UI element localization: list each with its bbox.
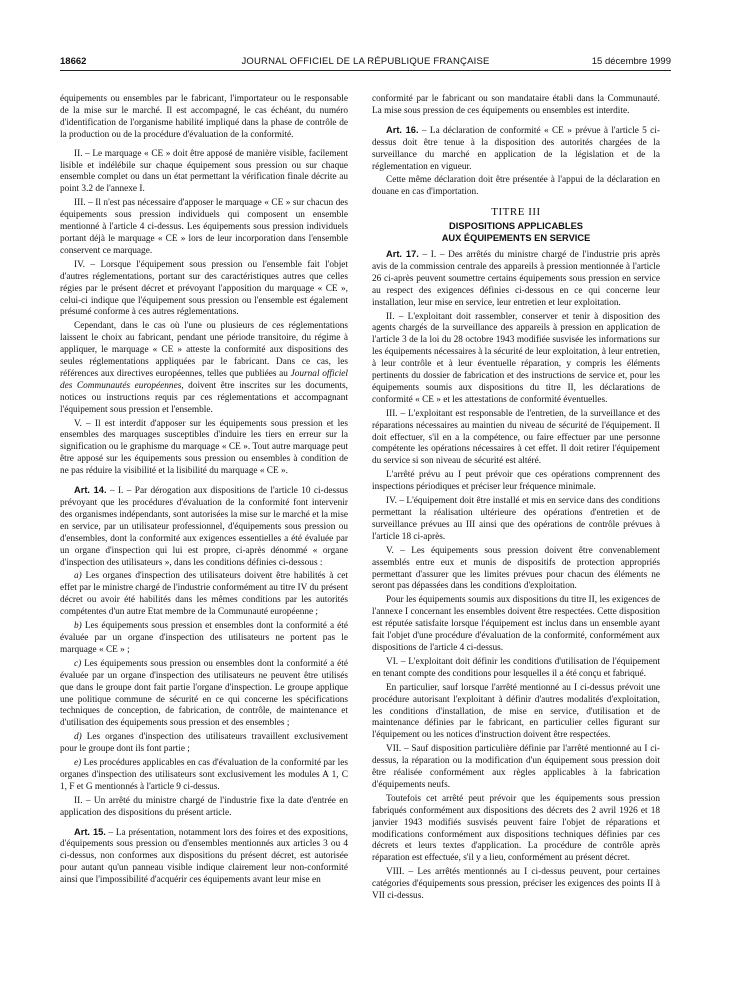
article-text: – La déclaration de conformité « CE » prévue à l'article 5 ci-dessus doit être tenue à la disposition des autorités chargées de la surveillance du marché en application de la législation et de la réglementation en vigueur. (372, 125, 660, 172)
paragraph: Cette même déclaration doit être présentée à l'appui de la déclaration en douane en cas d'importation. (372, 175, 660, 198)
paragraph: VIII. – Les arrêtés mentionnés au I ci-dessus peuvent, pour certaines catégories d'équipements sous pression, préciser les exigences des points II à VII ci-dessus. (372, 867, 660, 902)
list-item (60, 571, 348, 619)
paragraph: V. – Les équipements sous pression doivent être convenablement assemblés entre eux et munis de dispositifs de protection appropriés permettant d'assurer que les limites prévues pour chacun des éléments ne seront pas dépassées dans les conditions d'exploitation. (372, 545, 660, 592)
article-label: Art. 15. (74, 826, 106, 837)
item-letter: a) (74, 571, 82, 582)
item-text: Les organes d'inspection des utilisateurs travaillent exclusivement pour le groupe dont ils font partie ; (60, 732, 348, 755)
item-text: Les organes d'inspection des utilisateurs doivent être habilités à cet effet par le ministre chargé de l'industrie conformément au titre IV du présent décret ou avoir été habilités dans les mêmes conditions par les autorités compétentes d'un autre Etat membre de la Communauté européenne ; (60, 571, 348, 618)
article-text: – La présentation, notamment lors des foires et des expositions, d'équipements sous pression ou d'ensembles mentionnés aux articles 3 ou 4 ci-dessus, non conformes aux dispositions du présent décret, est autorisée pour autant qu'un panneau visible indique clairement leur non-conformité ainsi que l'impossibilité d'acquérir ces équipements avant leur mise en (60, 827, 348, 886)
paragraph: II. – L'exploitant doit rassembler, conserver et tenir à disposition des agents chargés de la surveillance des appareils à pression en application de l'article 3 de la loi du 28 octobre 1943 modifiée susvisée les informations sur les équipements nécessaires à la sécurité de leur exploitation, à leur entretien, à leur contrôle et à leur éventuelle réparation, y compris les éléments pertinents du dossier de fabrication et des instructions de service et, pour les équipements soumis aux dispositions du titre II, les déclarations de conformité « CE » et les attestations de conformité éventuelles. (372, 311, 660, 405)
paragraph: IV. – L'équipement doit être installé et mis en service dans des conditions permettant la réalisation ultérieure des opérations d'entretien et de surveillance prévues au III ainsi que des opérations de contrôle prévues à l'article 18 ci-après. (372, 496, 660, 542)
paragraph: II. – Un arrêté du ministre chargé de l'industrie fixe la date d'entrée en application des dispositions du présent article. (60, 795, 348, 818)
item-text: Les équipements sous pression et ensembles dont la conformité a été évaluée par un organe d'inspection des utilisateurs ne portent pas le marquage « CE » ; (60, 621, 348, 655)
paragraph: VII. – Sauf disposition particulière définie par l'arrêté mentionné au I ci-dessus, la réparation ou la modification d'un équipement sous pression doit être réalisée conformément aux règles applicables à la fabrication d'équipements neufs. (372, 744, 660, 790)
paragraph: L'arrêté prévu au I peut prévoir que ces opérations comprennent des inspections périodiques et préciser leur fréquence minimale. (372, 470, 660, 493)
item-text: Les procédures applicables en cas d'évaluation de la conformité par les organes d'inspection des utilisateurs sont exclusivement les modules A 1, C 1, F et G mentionnés à l'article 9 ci-dessus. (60, 758, 348, 792)
paragraph: conformité par le fabricant ou son mandataire établi dans la Communauté. La mise sous pression de ces équipements ou ensembles est interdite. (372, 94, 660, 116)
article-text: – I. – Par dérogation aux dispositions de l'article 10 ci-dessus prévoyant que les procédures d'évaluation de la conformité font intervenir des organismes indépendants, sont autorisées la mise sur le marché et la mise en service, par un utilisateur professionnel, d'équipements sous pression ou d'ensembles, dont la conformité aux exigences essentielles a été évaluée par un organe d'inspection qui lui est propre, ci-après dénommé « organe d'inspection des utilisateurs », dans les conditions définies ci-dessous : (60, 486, 348, 568)
item-letter: c) (74, 658, 82, 669)
article-label: Art. 16. (386, 124, 419, 135)
page-number: 18662 (60, 56, 87, 67)
list-item (60, 732, 348, 756)
item-text: Les équipements sous pression ou ensembles dont la conformité a été évaluée par un organe d'inspection des utilisateurs ne peuvent être utilisés que dans le groupe dont fait partie l'organe d'inspection. Le groupe applique une politique commune de sécurité en ce qui concerne les spécifications techniques de conception, de fabrication, de contrôle, de maintenance et d'utilisation des équipements sous pression et des ensembles ; (60, 658, 348, 729)
right-column (372, 94, 660, 974)
item-letter: e) (74, 758, 82, 769)
paragraph: En particulier, sauf lorsque l'arrêté mentionné au I ci-dessus prévoit une procédure autorisant l'exploitant à définir d'autres modalités d'exploitation, les conditions d'installation, de mise en service, d'utilisation et de maintenance définies par le fabricant, en particulier celles figurant sur l'équipement ou les notices d'instruction doivent être respectées. (372, 682, 660, 741)
left-column (60, 94, 348, 974)
paragraph: III. – L'exploitant est responsable de l'entretien, de la surveillance et des réparations nécessaires au maintien du niveau de sécurité de l'équipement. Il doit effectuer, s'il en a la compétence, ou faire effectuer par une personne compétente les opérations nécessaires à cet effet. Il doit retirer l'équipement du service si son niveau de sécurité est altéré. (372, 408, 660, 467)
paragraph: IV. – Lorsque l'équipement sous pression ou l'ensemble fait l'objet d'autres réglementations, portant sur des caractéristiques autres que celles régies par le présent décret et prévoyant l'apposition du marquage « CE », celui-ci indique que l'équipement sous pression ou l'ensemble est également présumé conforme à ces autres réglementations. (60, 259, 348, 318)
paragraph: Toutefois cet arrêté peut prévoir que les équipements sous pression fabriqués conformément aux dispositions des décrets des 2 avril 1926 et 18 janvier 1943 modifiés susvisés peuvent faire l'objet de réparations et modifications conformément aux dispositions techniques définies par ces décrets et leurs textes d'application. La procédure de contrôle après réparation est effectuée, s'il y a lieu, conformément au présent décret. (372, 793, 660, 864)
paragraph: VI. – L'exploitant doit définir les conditions d'utilisation de l'équipement en tenant compte des conditions pour lesquelles il a été conçu et fabriqué. (372, 656, 660, 679)
publication-date: 15 décembre 1999 (591, 56, 671, 67)
paragraph (60, 321, 348, 416)
page-header (60, 56, 671, 70)
list-item (60, 659, 348, 730)
section-subtitle: AUX ÉQUIPEMENTS EN SERVICE (441, 233, 591, 244)
text-run: , doivent être inscrites sur les documents, notices ou instructions requis par ces réglementations et accompagnant l'équipement sous pression et l'ensemble. (60, 380, 348, 415)
item-letter: b) (74, 621, 82, 632)
section-title: TITRE III (491, 206, 541, 219)
section-subtitle: DISPOSITIONS APPLICABLES (449, 221, 583, 232)
journal-title: JOURNAL OFFICIEL DE LA RÉPUBLIQUE FRANÇAISE (241, 56, 490, 67)
paragraph: V. – Il est interdit d'apposer sur les équipements sous pression et les ensembles des marquages susceptibles d'induire les tiers en erreur sur la signification ou le graphisme du marquage « CE ». Tout autre marquage peut être apposé sur les équipements sous pression ou ensembles à condition de ne pas réduire la visibilité et la lisibilité du marquage « CE ». (60, 418, 348, 477)
publication-name: Journal officiel des Communautés européennes (60, 368, 348, 391)
article-label: Art. 14. (74, 485, 107, 496)
paragraph: équipements ou ensembles par le fabricant, l'importateur ou le responsable de la mise sur le marché. Il est accompagné, le cas échéant, du numéro d'identification de l'organisme habilité impliqué dans la phase de contrôle de la production ou de la procédure d'évaluation de la conformité. (60, 94, 348, 140)
article-14 (60, 485, 348, 569)
text-run: Cependant, dans le cas où l'une ou plusieurs de ces réglementations laissent le choix au fabricant, pendant une période transitoire, du régime à appliquer, le marquage « CE » atteste la conformité aux dispositions des seules réglementations appliquées par le fabricant. Dans ce cas, les références aux directives européennes, telles que publiées au (60, 321, 348, 379)
paragraph: Pour les équipements soumis aux dispositions du titre II, les exigences de l'annexe I concernant les ensembles doivent être respectées. Cette disposition est réputée satisfaite lorsque l'équipement est inclus dans un ensemble ayant fait l'objet d'une procédure d'évaluation de la conformité, conformément aux dispositions de l'article 4 ci-dessus. (372, 595, 660, 653)
header-rule (60, 70, 671, 71)
article-15 (60, 827, 348, 888)
item-letter: d) (74, 732, 82, 743)
list-item (60, 758, 348, 794)
article-text: – I. – Des arrêtés du ministre chargé de l'industrie pris après avis de la commission centrale des appareils à pression mentionnée à l'article 26 ci-après peuvent soumettre certains équipements sous pression en service au respect des exigences définies ci-dessous en ce qui concerne leur installation, leur mise en service, leur entretien et leur exploitation. (372, 249, 660, 308)
paragraph: II. – Le marquage « CE » doit être apposé de manière visible, facilement lisible et indélébile sur chaque équipement sous pression ou sur chaque ensemble complet ou dans un état permettant la vérification finale décrite au point 3.2 de l'annexe I. (60, 148, 348, 195)
paragraph: III. – Il n'est pas nécessaire d'apposer le marquage « CE » sur chacun des équipements sous pression individuels qui composent un ensemble mentionné à l'article 4 ci-dessus. Les équipements sous pression individuels portant déjà le marquage « CE » lors de leur incorporation dans l'ensemble conservent ce marquage. (60, 198, 348, 256)
article-16 (372, 125, 660, 174)
list-item (60, 621, 348, 657)
article-17 (372, 249, 660, 310)
article-label: Art. 17. (386, 248, 419, 259)
